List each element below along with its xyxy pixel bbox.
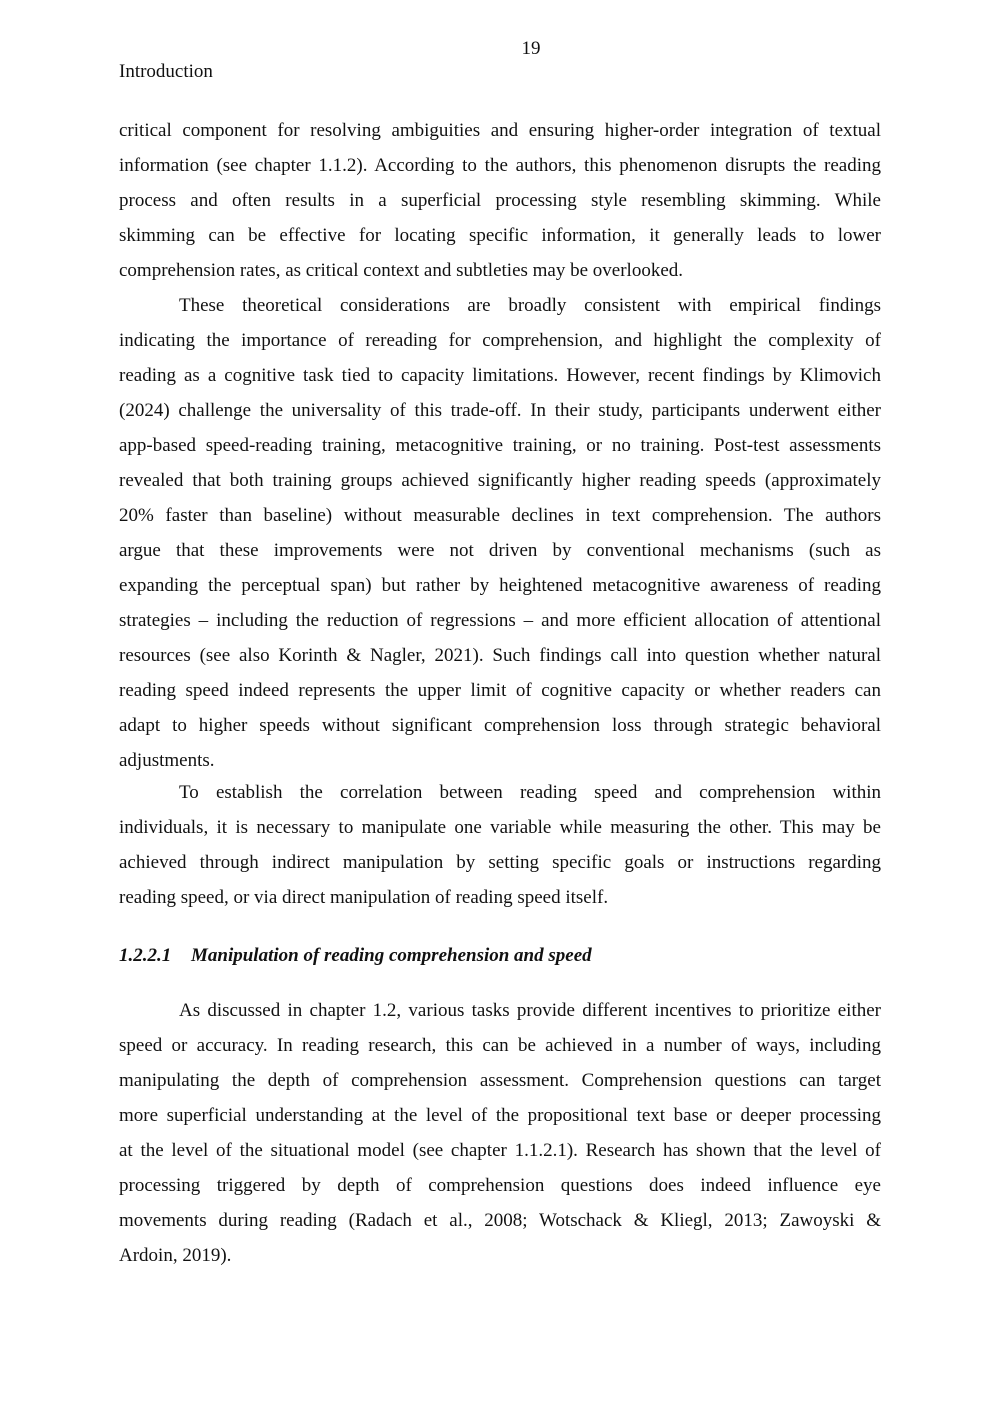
text-line: critical component for resolving ambiguities and ensuring higher-order integration of textual [119, 120, 881, 141]
text-line: movements during reading (Radach et al., 2008; Wotschack & Kliegl, 2013; Zawoyski & [119, 1210, 881, 1231]
paragraph [119, 775, 881, 915]
text-line: indicating the importance of rereading for comprehension, and highlight the complexity of [119, 330, 881, 351]
section-title: Manipulation of reading comprehension and speed [191, 945, 592, 966]
text-line: resources (see also Korinth & Nagler, 2021). Such findings call into question whether natural [119, 645, 881, 666]
text-line: reading speed, or via direct manipulation of reading speed itself. [119, 887, 609, 908]
paragraph [119, 288, 881, 778]
text-line: skimming can be effective for locating specific information, it generally leads to lower [119, 225, 881, 246]
text-line: at the level of the situational model (see chapter 1.1.2.1). Research has shown that the level of [119, 1140, 881, 1161]
page-number: 19 [521, 38, 541, 59]
text-line: adapt to higher speeds without significant comprehension loss through strategic behavioral [119, 715, 881, 736]
text-line: expanding the perceptual span) but rather by heightened metacognitive awareness of reading [119, 575, 881, 596]
text-line: As discussed in chapter 1.2, various tasks provide different incentives to prioritize either [179, 1000, 881, 1021]
text-line: information (see chapter 1.1.2). According to the authors, this phenomenon disrupts the reading [119, 155, 881, 176]
text-line: comprehension rates, as critical context and subtleties may be overlooked. [119, 260, 684, 281]
running-header: Introduction [119, 61, 213, 82]
section-heading [119, 945, 592, 967]
text-line: strategies – including the reduction of regressions – and more efficient allocation of attentional [119, 610, 881, 631]
section-number: 1.2.2.1 [119, 945, 172, 966]
text-line: reading as a cognitive task tied to capacity limitations. However, recent findings by Klimovich [119, 365, 881, 386]
paragraph [119, 113, 881, 288]
text-line: argue that these improvements were not driven by conventional mechanisms (such as [119, 540, 881, 561]
text-line: app-based speed-reading training, metacognitive training, or no training. Post-test assessments [119, 435, 881, 456]
text-line: These theoretical considerations are broadly consistent with empirical findings [179, 295, 881, 316]
text-line: adjustments. [119, 750, 215, 771]
text-line: speed or accuracy. In reading research, this can be achieved in a number of ways, including [119, 1035, 881, 1056]
text-line: process and often results in a superficial processing style resembling skimming. While [119, 190, 881, 211]
text-line: (2024) challenge the universality of this trade-off. In their study, participants underwent either [119, 400, 881, 421]
text-line: more superficial understanding at the level of the propositional text base or deeper processing [119, 1105, 881, 1126]
text-line: To establish the correlation between reading speed and comprehension within [179, 782, 881, 803]
paragraph [119, 993, 881, 1273]
text-line: reading speed indeed represents the upper limit of cognitive capacity or whether readers can [119, 680, 881, 701]
text-line: 20% faster than baseline) without measurable declines in text comprehension. The authors [119, 505, 881, 526]
text-line: revealed that both training groups achieved significantly higher reading speeds (approximately [119, 470, 881, 491]
text-line: achieved through indirect manipulation by setting specific goals or instructions regarding [119, 852, 881, 873]
text-line: Ardoin, 2019). [119, 1245, 232, 1266]
text-line: individuals, it is necessary to manipulate one variable while measuring the other. This may be [119, 817, 881, 838]
text-line: processing triggered by depth of comprehension questions does indeed influence eye [119, 1175, 881, 1196]
text-line: manipulating the depth of comprehension assessment. Comprehension questions can target [119, 1070, 881, 1091]
